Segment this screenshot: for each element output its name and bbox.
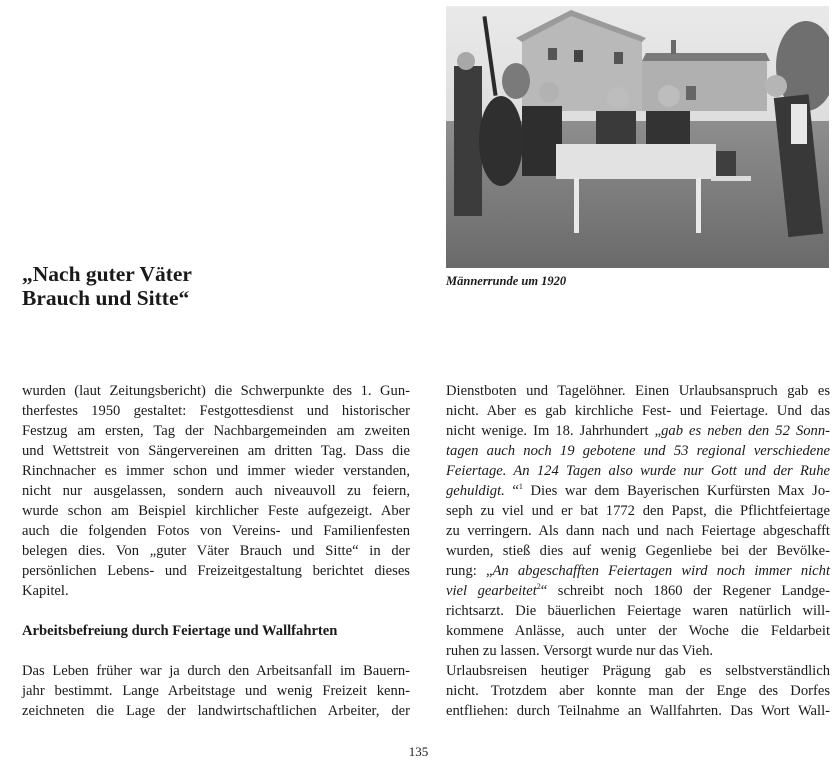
text-line: wurden (laut Zeitungsbericht) die Schwerpunkte des 1. Gun-	[22, 383, 410, 399]
text-line: seph zu viel und er bat 1772 den Papst, die Pflichtfeiertage	[446, 503, 830, 519]
text-line: auch die folgenden Fotos von Vereins- und Familienfesten	[22, 523, 410, 539]
text-line	[446, 461, 830, 481]
footnote-marker: 1	[518, 482, 523, 491]
chapter-title-line-2: Brauch und Sitte“	[22, 286, 190, 310]
text-line: und Wettstreit von Sängervereinen am dritten Tag. Dass die	[22, 443, 410, 459]
text-line: Festzug am ersten, Tag der Nachbargemeinden am zweiten	[22, 423, 410, 439]
photo-caption: Männerrunde um 1920	[446, 274, 567, 288]
text-line: entfliehen: durch Teilnahme an Wallfahrten. Das Wort Wall-	[446, 703, 830, 719]
text-line	[446, 561, 830, 581]
text-line: jahr bestimmt. Lange Arbeitstage und wenig Freizeit kenn-	[22, 683, 410, 699]
text-segment: “ schreibt noch 1860 der Regener Landge-	[540, 583, 830, 599]
chapter-title-line-1: „Nach guter Väter	[22, 262, 192, 286]
text-segment: Dies war dem Bayerischen Kurfürsten Max Jo-	[522, 483, 830, 499]
footnote-marker: 2	[536, 582, 541, 591]
text-line: ruhen zu lassen. Versorgt wurde nur das Vieh.	[446, 643, 714, 659]
text-line: nicht. Trotzdem aber konnte man der Enge des Dorfes	[446, 683, 830, 699]
text-segment: rung: „	[446, 563, 493, 579]
chapter-title	[22, 262, 322, 310]
text-line: belegen dies. Von „guter Väter Brauch und Sitte“ in der	[22, 543, 410, 559]
quotation: An abgeschafften Feiertagen wird noch immer nicht	[492, 563, 830, 579]
text-line: Urlaubsreisen heutiger Prägung gab es selbstverständlich	[446, 663, 830, 679]
section-subheading: Arbeitsbefreiung durch Feiertage und Wallfahrten	[22, 623, 338, 639]
text-line	[446, 481, 830, 501]
quotation: gehuldigt.	[446, 483, 505, 499]
quotation: Feiertage. An 124 Tagen also wurde nur Gott und der Ruhe	[446, 463, 830, 479]
text-line: nicht. Aber es gab kirchliche Fest- und Feiertage. Und das	[446, 403, 830, 419]
text-line: Dienstboten und Tagelöhner. Einen Urlaubsanspruch gab es	[446, 383, 830, 399]
text-line: wurde schon am Beispiel kirchlicher Feste aufgezeigt. Aber	[22, 503, 410, 519]
text-line	[446, 581, 830, 601]
text-line: persönlichen Lebens- und Freizeitgestaltung berichtet dieses	[22, 563, 410, 579]
historical-photo	[446, 6, 829, 268]
right-column	[446, 381, 830, 721]
text-line	[446, 441, 830, 461]
text-line: therfestes 1950 gestaltet: Festgottesdienst und historischer	[22, 403, 410, 419]
text-line: richtsarzt. Die bäuerlichen Feiertage waren natürlich will-	[446, 603, 830, 619]
photo-illustration	[446, 6, 829, 268]
left-column	[22, 381, 410, 721]
text-line: kommene Anlässe, auch unter der Woche die Feldarbeit	[446, 623, 830, 639]
quotation: gab es neben den 52 Sonn-	[661, 423, 830, 439]
text-line: zeichneten die Lage der landwirtschaftlichen Arbeiter, der	[22, 703, 410, 719]
text-segment: nicht wenige. Im 18. Jahrhundert „	[446, 423, 662, 439]
page-number: 135	[408, 744, 429, 759]
text-line: zu verringern. Als dann nach und nach Feiertage abgeschafft	[446, 523, 830, 539]
text-line: Rinchnacher es immer schon und immer wieder verstanden,	[22, 463, 410, 479]
text-line: Kapitel.	[22, 583, 69, 599]
text-line: wurden, stieß dies auf wenig Gegenliebe bei der Bevölke-	[446, 543, 830, 559]
text-line: Das Leben früher war ja durch den Arbeitsanfall im Bauern-	[22, 663, 410, 679]
text-line	[446, 421, 830, 441]
text-line: nicht nur ausgelassen, sondern auch niveauvoll zu feiern,	[22, 483, 410, 499]
quotation: tagen auch noch 19 gebotene und 53 regional verschiedene	[446, 443, 830, 459]
closing-quote: “	[504, 483, 519, 499]
quotation: viel gearbeitet	[446, 583, 537, 599]
